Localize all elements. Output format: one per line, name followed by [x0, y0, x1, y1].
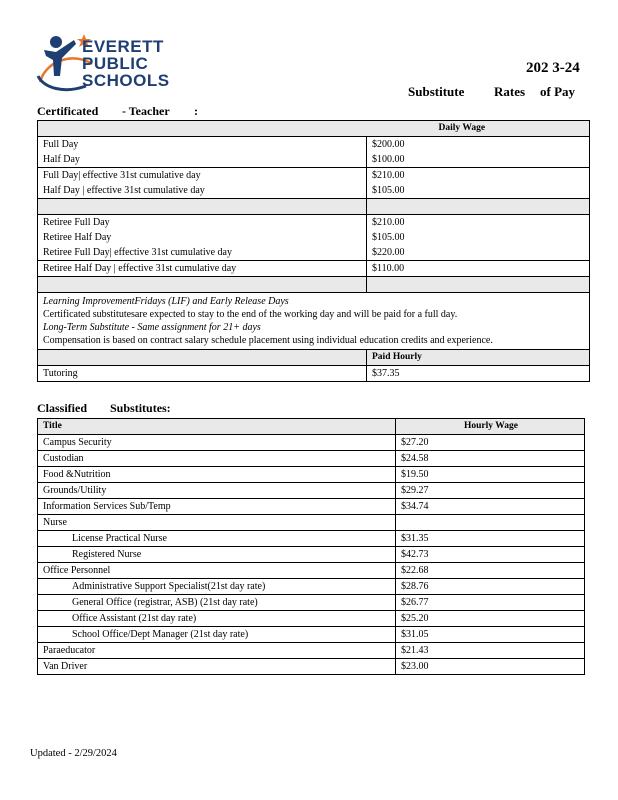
spacer-row: [38, 199, 590, 215]
page-title-rates: Rates: [494, 84, 526, 99]
district-logo: [34, 30, 194, 98]
table-row: Retiree Half Day | effective 31st cumulative day $110.00: [38, 261, 590, 277]
table-row: Full Day| effective 31st cumulative day $210.00: [38, 168, 590, 184]
logo-line-3: SCHOOLS: [82, 71, 170, 90]
classified-heading: Classified: [37, 401, 88, 415]
daily-wage-header: Daily Wage: [367, 121, 590, 137]
table-row: Grounds/Utility $29.27: [38, 483, 585, 499]
table-row: Retiree Full Day| effective 31st cumulative day $220.00: [38, 245, 590, 261]
long-term-title: Long-Term Substitute - Same assignment for 21+ days: [43, 322, 261, 333]
table-row: Retiree Half Day $105.00: [38, 230, 590, 245]
certificated-colon: :: [194, 104, 198, 118]
table-row: Administrative Support Specialist(21st day rate) $28.76: [38, 579, 585, 595]
updated-date: Updated - 2/29/2024: [30, 748, 117, 759]
classified-substitutes-heading: Substitutes:: [110, 401, 171, 415]
spacer-row: [38, 277, 590, 293]
certificated-heading: Certificated: [37, 104, 99, 118]
table-header-row: [38, 419, 585, 435]
notes-row: [38, 293, 590, 350]
page-title-of-pay: of Pay: [540, 84, 576, 99]
page-title-substitute: Substitute: [408, 84, 465, 99]
table-row: General Office (registrar, ASB) (21st day rate) $26.77: [38, 595, 585, 611]
lif-title: Learning ImprovementFridays (LIF) and Early Release Days: [43, 296, 289, 307]
table-row: Office Assistant (21st day rate) $25.20: [38, 611, 585, 627]
paid-hourly-header-row: [38, 350, 590, 366]
table-row: Registered Nurse $42.73: [38, 547, 585, 563]
table-header-row: [38, 121, 590, 137]
table-row: Campus Security $27.20: [38, 435, 585, 451]
table-row: Information Services Sub/Temp $34.74: [38, 499, 585, 515]
table-row: Half Day $100.00: [38, 152, 590, 168]
table-row: Retiree Full Day $210.00: [38, 215, 590, 231]
table-row: Custodian $24.58: [38, 451, 585, 467]
paid-hourly-header: Paid Hourly: [367, 350, 590, 366]
certificated-rates-table: [37, 120, 590, 382]
lif-text: Certificated substitutesare expected to stay to the end of the working day and will be paid for a full day.: [43, 309, 458, 320]
logo-line-1: EVERETT: [82, 37, 164, 56]
title-column-header: Title: [38, 419, 396, 435]
table-row: Van Driver $23.00: [38, 659, 585, 675]
tutoring-row: Tutoring $37.35: [38, 366, 590, 382]
table-row: Half Day | effective 31st cumulative day $105.00: [38, 183, 590, 199]
table-row: Office Personnel $22.68: [38, 563, 585, 579]
school-year: 202 3-24: [526, 60, 580, 76]
table-row: Paraeducator $21.43: [38, 643, 585, 659]
table-row: Full Day $200.00: [38, 137, 590, 153]
table-row: School Office/Dept Manager (21st day rate) $31.05: [38, 627, 585, 643]
logo-line-2: PUBLIC: [82, 54, 149, 73]
classified-rates-table: [37, 418, 585, 675]
long-term-text: Compensation is based on contract salary schedule placement using individual education credits and experience.: [43, 335, 493, 346]
hourly-wage-column-header: Hourly Wage: [396, 419, 585, 435]
table-row: Food &Nutrition $19.50: [38, 467, 585, 483]
table-row: Nurse: [38, 515, 585, 531]
certificated-teacher-heading: - Teacher: [122, 104, 170, 118]
table-row: License Practical Nurse $31.35: [38, 531, 585, 547]
